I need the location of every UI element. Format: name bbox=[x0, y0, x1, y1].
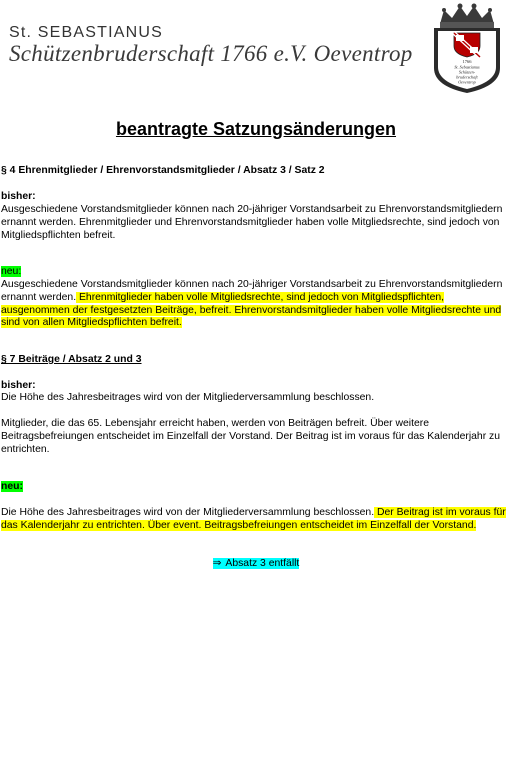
section-1-new-text-highlight: Ehrenmitglieder haben volle Mitgliedsrechte, sind jedoch von Mitgliedspflichten, ausgenommen der festgesetzten Beiträge, befreit. Ehrenvorstandsmitglieder haben volle Mitgliedsrechte und sind von allen Mitgliedspflichten befreit. bbox=[1, 291, 502, 329]
crest-text-2: Schützen- bbox=[458, 69, 476, 75]
crest-text-3: bruderschaft bbox=[456, 74, 478, 80]
section-2-old-text-2: Mitglieder, die das 65. Lebensjahr erreicht haben, werden von Beiträgen befreit. Über weitere Beitragsbefreiungen entscheidet im Einzelfall der Vorstand. Der Beitrag ist im voraus für das Kalenderjahr zu entrichten. bbox=[1, 418, 501, 455]
crest-text-4: Oeventrop bbox=[458, 79, 476, 85]
crest-logo bbox=[430, 2, 504, 94]
crest-text-year: 1766 bbox=[462, 59, 472, 64]
section-2-new-text-highlight: Der Beitrag ist im voraus für das Kalenderjahr zu entrichten. Über event. Beitragsbefreiungen entscheidet im Einzelfall der Vorstand. bbox=[1, 507, 506, 531]
section-2-old-text-1: Die Höhe des Jahresbeitrages wird von der Mitgliederversammlung beschlossen. bbox=[1, 392, 375, 403]
crest-text-1: St. Sebastianus bbox=[454, 64, 480, 70]
section-2-note-highlight bbox=[213, 558, 300, 569]
section-2-note bbox=[0, 558, 512, 571]
section-1-old-text: Ausgeschiedene Vorstandsmitglieder können nach 20-jähriger Vorstandsarbeit zu Ehrenvorstandsmitgliedern ernannt werden. Ehrenmitglieder und Ehrenvorstandsmitglieder haben volle Mitgliedsrechte, sind jedoch von Mitgliedspflichten befreit. bbox=[1, 204, 503, 241]
section-1-new-label-row bbox=[1, 266, 513, 279]
letterhead bbox=[0, 0, 524, 98]
arrow-right-icon: ⇒ bbox=[212, 558, 222, 569]
section-2-new-label-row bbox=[1, 481, 513, 494]
section-2-heading: § 7 Beiträge / Absatz 2 und 3 bbox=[1, 354, 142, 365]
section-1-new-label: neu: bbox=[1, 266, 22, 277]
section-1-heading: § 4 Ehrenmitglieder / Ehrenvorstandsmitglieder / Absatz 3 / Satz 2 bbox=[1, 165, 325, 176]
section-2-old-label: bisher: bbox=[1, 380, 36, 391]
org-name-line-1: St. SEBASTIANUS bbox=[9, 24, 164, 41]
section-2-note-text: Absatz 3 entfällt bbox=[225, 558, 300, 569]
org-name-line-2: Schützenbruderschaft 1766 e.V. Oeventrop bbox=[9, 41, 413, 66]
section-1-old-label: bisher: bbox=[1, 191, 36, 202]
section-1-new-text bbox=[1, 279, 513, 330]
section-2-new-label: neu: bbox=[1, 481, 23, 492]
section-2-new-text-plain: Die Höhe des Jahresbeitrages wird von der Mitgliederversammlung beschlossen. bbox=[1, 507, 375, 518]
section-2-new-text bbox=[1, 507, 513, 533]
document-title: beantragte Satzungsänderungen bbox=[115, 119, 397, 139]
section-1-new-text-plain: Ausgeschiedene Vorstandsmitglieder können nach 20-jähriger Vorstandsarbeit zu Ehrenvorstandsmitgliedern ernannt werden. bbox=[1, 279, 503, 303]
